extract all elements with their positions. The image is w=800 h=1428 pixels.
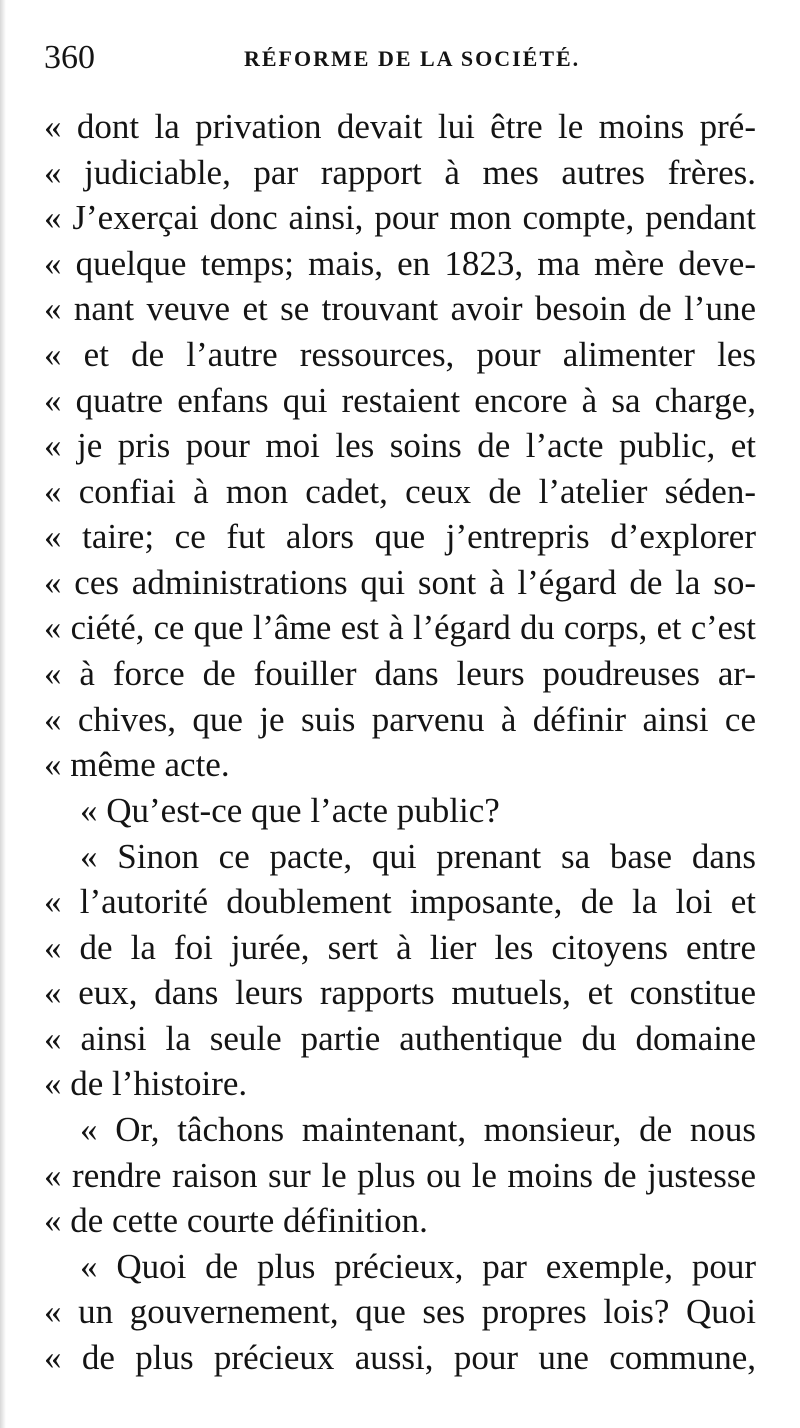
text-line: « J’exerçai donc ainsi, pour mon compte, pendant (44, 198, 756, 238)
body-text (44, 104, 756, 1381)
text-line: « Sinon ce pacte, qui prenant sa base dans (80, 836, 756, 876)
running-title: RÉFORME DE LA SOCIÉTÉ. (244, 46, 581, 71)
text-line: « et de l’autre ressources, pour alimenter les (44, 334, 756, 374)
text-line: « judiciable, par rapport à mes autres frères. (44, 152, 756, 192)
text-line: « même acte. (44, 745, 230, 785)
text-line: « quelque temps; mais, en 1823, ma mère deve- (44, 243, 756, 283)
text-line: « quatre enfans qui restaient encore à sa charge, (44, 380, 756, 420)
text-line: « rendre raison sur le plus ou le moins de justesse (44, 1155, 756, 1195)
text-line: « de cette courte définition. (44, 1201, 428, 1241)
text-line: « de la foi jurée, sert à lier les citoyens entre (44, 927, 756, 967)
text-line: « de l’histoire. (44, 1064, 248, 1104)
text-line: « nant veuve et se trouvant avoir besoin de l’une (44, 289, 756, 329)
text-line: « Quoi de plus précieux, par exemple, pour (80, 1246, 756, 1286)
page-edge-shadow (0, 0, 6, 1428)
text-line: « l’autorité doublement imposante, de la loi et (44, 882, 756, 922)
text-line: « ces administrations qui sont à l’égard de la so- (44, 562, 756, 602)
page-number: 360 (44, 39, 95, 76)
text-line: « taire; ce fut alors que j’entrepris d’explorer (44, 517, 756, 557)
text-line: « Or, tâchons maintenant, monsieur, de nous (80, 1110, 756, 1150)
text-line: « à force de fouiller dans leurs poudreuses ar- (44, 654, 756, 694)
running-head (44, 38, 756, 78)
text-line: « ciété, ce que l’âme est à l’égard du corps, et c’est (44, 608, 756, 647)
text-line: « dont la privation devait lui être le moins pré- (44, 107, 756, 146)
text-line: « eux, dans leurs rapports mutuels, et constitue (44, 973, 756, 1013)
text-line: « Qu’est-ce que l’acte public? (80, 790, 500, 830)
text-line: « ainsi la seule partie authentique du domaine (44, 1018, 756, 1058)
text-line: « un gouvernement, que ses propres lois? Quoi (44, 1292, 756, 1332)
text-line: « de plus précieux aussi, pour une commune, (44, 1338, 756, 1378)
text-line: « je pris pour moi les soins de l’acte public, et (44, 426, 756, 466)
text-line: « confiai à mon cadet, ceux de l’atelier séden- (44, 471, 756, 511)
text-line: « chives, que je suis parvenu à définir ainsi ce (44, 699, 756, 739)
